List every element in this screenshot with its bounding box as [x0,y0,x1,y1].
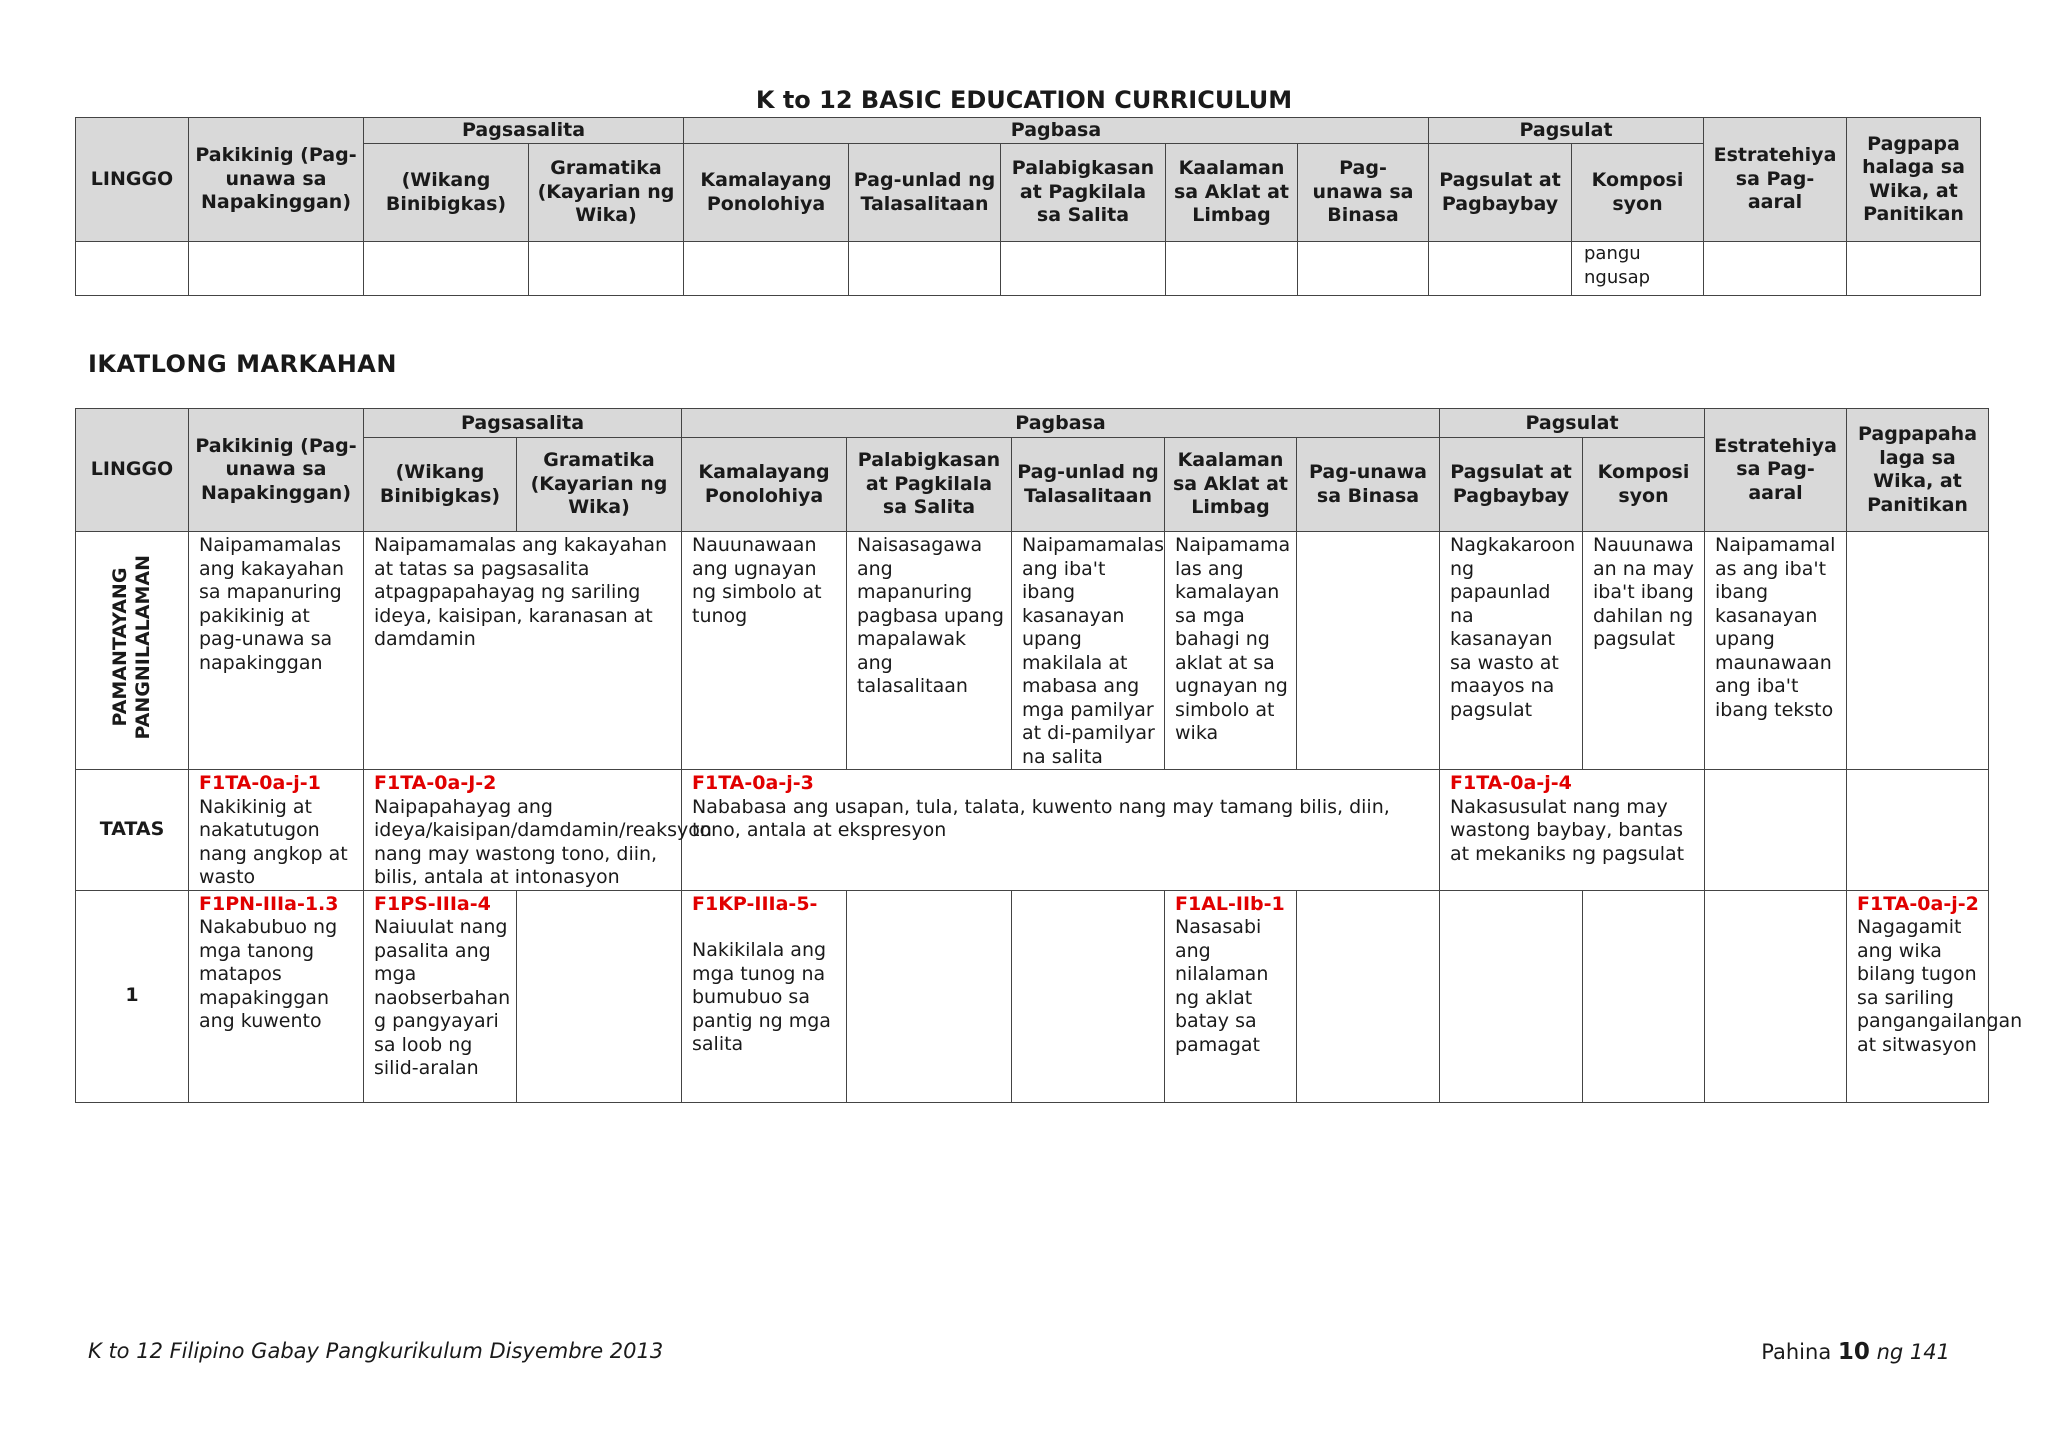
cell-pamantayan-kamalayang: Nauunawaan ang ugnayan ng simbolo at tunog [682,532,847,770]
table-cell [1440,890,1583,1102]
table-cell [849,242,1001,296]
table-cell [1297,890,1440,1102]
header-palabigkasan: Palabigkasan at Pagkilala sa Salita [1001,144,1166,242]
table-cell [847,890,1012,1102]
table-cell [1583,890,1705,1102]
cell-komposisyon: pangu ngusap [1572,242,1704,296]
competency-text: Naipapahayag ang ideya/kaisipan/damdamin/reaksyon nang may wastong tono, diin, bilis, antala at intonasyon [374,795,712,888]
table-cell [517,890,682,1102]
cell-pamantayan-pag-unawa [1297,532,1440,770]
cell-1-pakikinig [189,890,364,1102]
header-pakikinig: Pakikinig (Pag-unawa sa Napakinggan) [189,409,364,532]
table-cell [529,242,684,296]
competency-code: F1KP-IIIa-5- [692,892,818,915]
cell-pamantayan-kaalaman: Naipamama las ang kamalayan sa mga bahagi ng aklat at sa ugnayan ng simbolo at wika [1165,532,1297,770]
header-estratehiya: Estratehiya sa Pag- aaral [1704,118,1847,242]
header-pagpapahalaga: Pagpapa halaga sa Wika, at Panitikan [1847,118,1981,242]
table-cell [76,242,189,296]
section-title: IKATLONG MARKAHAN [88,350,397,378]
table-cell [1012,890,1165,1102]
competency-text: Nagagamit ang wika bilang tugon sa sariling pangangailangan at sitwasyon [1857,916,2023,1056]
cell-pamantayan-palabigkasan: Naisasagawa ang mapanuring pagbasa upang mapalawak ang talasalitaan [847,532,1012,770]
curriculum-table-continued [75,117,1981,296]
header-pagsulat-at-pagbaybay: Pagsulat at Pagbaybay [1429,144,1572,242]
row-label-pamantayang: PAMANTAYANG PANGNILALAMAN [76,532,189,770]
header-pagsulat-at-pagbaybay: Pagsulat at Pagbaybay [1440,438,1583,532]
document-title: K to 12 BASIC EDUCATION CURRICULUM [755,86,1293,114]
header-pag-unlad: Pag-unlad ng Talasalitaan [849,144,1001,242]
competency-text: Nababasa ang usapan, tula, talata, kuwento nang may tamang bilis, diin, tono, antala at ekspresyon [692,795,1390,841]
competency-code: F1PN-IIIa-1.3 [199,892,339,915]
page-total: ng 141 [1876,1340,1950,1364]
header-pagbasa: Pagbasa [684,118,1429,144]
competency-text: Naiuulat nang pasalita ang mga naobserbahan g pangyayari sa loob ng silid-aralan [374,916,511,1079]
header-pag-unawa: Pag- unawa sa Binasa [1298,144,1429,242]
competency-code: F1TA-0a-j-3 [692,772,814,794]
header-pag-unawa: Pag-unawa sa Binasa [1297,438,1440,532]
competency-text: Nakasusulat nang may wastong baybay, bantas at mekaniks ng pagsulat [1450,795,1685,865]
cell-pamantayan-pakikinig: Naipamamalas ang kakayahan sa mapanuring pakikinig at pag-unawa sa napakinggan [189,532,364,770]
competency-code: F1AL-IIb-1 [1175,892,1285,915]
cell-pamantayan-pagsulat: Nagkakaroon ng papaunlad na kasanayan sa wasto at maayos na pagsulat [1440,532,1583,770]
competency-text: Nakikinig at nakatutugon nang angkop at wasto [199,795,348,888]
row-label-week-1: 1 [76,890,189,1102]
cell-1-kaalaman [1165,890,1297,1102]
header-palabigkasan: Palabigkasan at Pagkilala sa Salita [847,438,1012,532]
header-estratehiya: Estratehiya sa Pag- aaral [1705,409,1847,532]
header-pag-unlad: Pag-unlad ng Talasalitaan [1012,438,1165,532]
footer-page-number [1761,1339,1950,1365]
header-wikang-binibigkas: (Wikang Binibigkas) [364,438,517,532]
header-pagsasalita: Pagsasalita [364,118,684,144]
competency-code: F1TA-0a-j-1 [199,772,321,794]
cell-pamantayan-pagsasalita: Naipamamalas ang kakayahan at tatas sa pagsasalita atpagpapahayag ng sariling ideya, kaisipan, karanasan at damdamin [364,532,682,770]
header-gramatika: Gramatika (Kayarian ng Wika) [517,438,682,532]
competency-text: Nakikilala ang mga tunog na bumubuo sa pantig ng mga salita [692,939,831,1055]
cell-tatas-pagbasa [682,770,1440,891]
table-cell [684,242,849,296]
header-kaalaman: Kaalaman sa Aklat at Limbag [1165,438,1297,532]
table-cell [189,242,364,296]
table-cell [1847,242,1981,296]
header-komposisyon: Komposi syon [1572,144,1704,242]
cell-1-wikang [364,890,517,1102]
cell-pamantayan-pag-unlad: Naipamamalas ang iba't ibang kasanayan upang makilala at mabasa ang mga pamilyar at di-pamilyar na salita [1012,532,1165,770]
header-komposisyon: Komposi syon [1583,438,1705,532]
table-cell [1847,770,1989,891]
table-cell [364,242,529,296]
cell-tatas-pakikinig [189,770,364,891]
table-cell [1704,242,1847,296]
competency-text: Nasasabi ang nilalaman ng aklat batay sa pamagat [1175,916,1269,1056]
header-kamalayang-ponolohiya: Kamalayang Ponolohiya [682,438,847,532]
cell-1-kamalayang [682,890,847,1102]
row-label-tatas: TATAS [76,770,189,891]
header-pagbasa: Pagbasa [682,409,1440,438]
header-kamalayang-ponolohiya: Kamalayang Ponolohiya [684,144,849,242]
header-pagsasalita: Pagsasalita [364,409,682,438]
table-cell [1705,770,1847,891]
header-pagsulat: Pagsulat [1429,118,1704,144]
competency-code: F1PS-IIIa-4 [374,892,491,915]
table-cell [1298,242,1429,296]
header-pakikinig: Pakikinig (Pag-unawa sa Napakinggan) [189,118,364,242]
header-kaalaman: Kaalaman sa Aklat at Limbag [1166,144,1298,242]
table-cell [1429,242,1572,296]
cell-tatas-pagsulat [1440,770,1705,891]
header-pagpapahalaga: Pagpapaha laga sa Wika, at Panitikan [1847,409,1989,532]
header-pagsulat: Pagsulat [1440,409,1705,438]
cell-pamantayan-pagpapahalaga [1847,532,1989,770]
header-linggo: LINGGO [76,409,189,532]
page-number: 10 [1837,1339,1870,1365]
cell-tatas-pagsasalita [364,770,712,891]
table-cell [1705,890,1847,1102]
table-cell [1001,242,1166,296]
cell-pamantayan-estratehiya: Naipamamal as ang iba't ibang kasanayan upang maunawaan ang iba't ibang teksto [1705,532,1847,770]
competency-code: F1TA-0a-j-4 [1450,772,1572,794]
header-gramatika: Gramatika (Kayarian ng Wika) [529,144,684,242]
header-wikang-binibigkas: (Wikang Binibigkas) [364,144,529,242]
footer-document-name: K to 12 Filipino Gabay Pangkurikulum Disyembre 2013 [88,1339,664,1363]
page-label: Pahina [1761,1340,1832,1364]
competency-code: F1TA-0a-j-2 [1857,892,1979,915]
competency-text: Nakabubuo ng mga tanong matapos mapakinggan ang kuwento [199,916,338,1032]
competency-code: F1TA-0a-J-2 [374,772,497,794]
header-linggo: LINGGO [76,118,189,242]
cell-pamantayan-komposisyon: Nauunawa an na may iba't ibang dahilan ng pagsulat [1583,532,1705,770]
curriculum-table-ikatlong-markahan [75,408,2023,1103]
table-cell [1166,242,1298,296]
cell-1-pagpapahalaga [1847,890,2023,1102]
